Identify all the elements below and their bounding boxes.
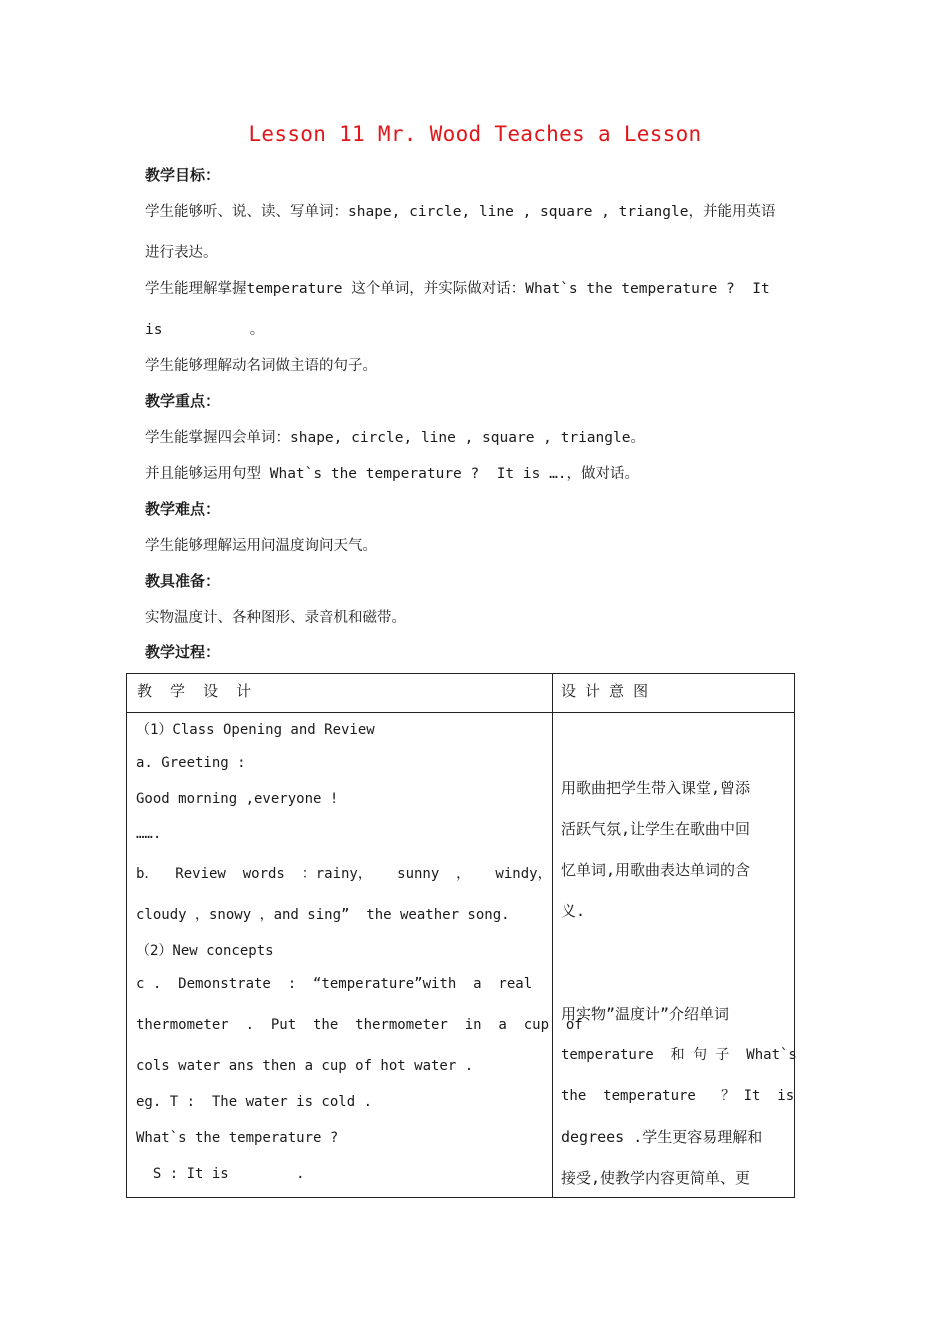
difficulties-heading: 教学难点：: [145, 500, 221, 518]
materials-heading: 教具准备：: [145, 572, 221, 590]
table-header-intent: 设 计 意 图: [561, 682, 649, 700]
key-point-line-1: 学生能掌握四会单词：shape, circle, line , square , triangle。: [145, 430, 645, 446]
design-line: thermometer . Put the thermometer in a cup of: [136, 1017, 583, 1033]
intent-line: 忆单词,用歌曲表达单词的含: [561, 861, 751, 879]
key-points-heading: 教学重点：: [145, 392, 221, 410]
key-point-line-2: 并且能够运用句型 What`s the temperature ? It is ….，做对话。: [145, 466, 640, 482]
design-line: Good morning ,everyone !: [136, 791, 339, 807]
intent-line: the temperature ？ It is: [561, 1088, 795, 1104]
intent-line: 活跃气氛,让学生在歌曲中回: [561, 820, 751, 838]
intent-line: 义.: [561, 902, 586, 920]
intent-line: temperature 和 句 子 What`s: [561, 1047, 797, 1063]
intent-line: 接受,使教学内容更简单、更: [561, 1169, 751, 1187]
design-line: What`s the temperature ?: [136, 1130, 339, 1146]
design-line: eg. T : The water is cold .: [136, 1094, 373, 1110]
design-line: （1）Class Opening and Review: [136, 722, 375, 738]
intent-line: 用歌曲把学生带入课堂,曾添: [561, 779, 751, 797]
design-line: c . Demonstrate : “temperature”with a real: [136, 976, 533, 992]
materials-line-1: 实物温度计、各种图形、录音机和磁带。: [145, 610, 406, 626]
design-line: b． Review words ：rainy， sunny ， windy，: [136, 866, 552, 882]
teaching-process-table: [126, 673, 795, 1198]
objective-line-5: 学生能够理解动名词做主语的句子。: [145, 358, 377, 374]
process-heading: 教学过程：: [145, 643, 221, 661]
intent-line: 用实物”温度计”介绍单词: [561, 1005, 730, 1023]
objective-line-4: is 。: [145, 322, 265, 338]
lesson-title: Lesson 11 Mr. Wood Teaches a Lesson: [248, 122, 702, 146]
difficulty-line-1: 学生能够理解运用问温度询问天气。: [145, 538, 377, 554]
design-line: cols water ans then a cup of hot water .: [136, 1058, 474, 1074]
intent-line: degrees .学生更容易理解和: [561, 1128, 763, 1146]
table-column-divider: [552, 674, 553, 1197]
design-line: S : It is .: [136, 1166, 305, 1182]
objectives-heading: 教学目标：: [145, 166, 221, 184]
design-line: （2）New concepts: [136, 943, 274, 959]
design-line: a. Greeting :: [136, 755, 246, 771]
table-header-divider: [127, 712, 794, 713]
objective-line-2: 进行表达。: [145, 245, 218, 261]
table-header-design: 教 学 设 计: [137, 682, 252, 700]
objective-line-1: 学生能够听、说、读、写单词：shape, circle, line , square , triangle，并能用英语: [145, 204, 776, 220]
design-line: …….: [136, 826, 162, 842]
design-line: cloudy ，snowy ，and sing” the weather song.: [136, 907, 510, 923]
objective-line-3: 学生能理解掌握temperature 这个单词，并实际做对话：What`s the temperature ? It: [145, 281, 770, 297]
